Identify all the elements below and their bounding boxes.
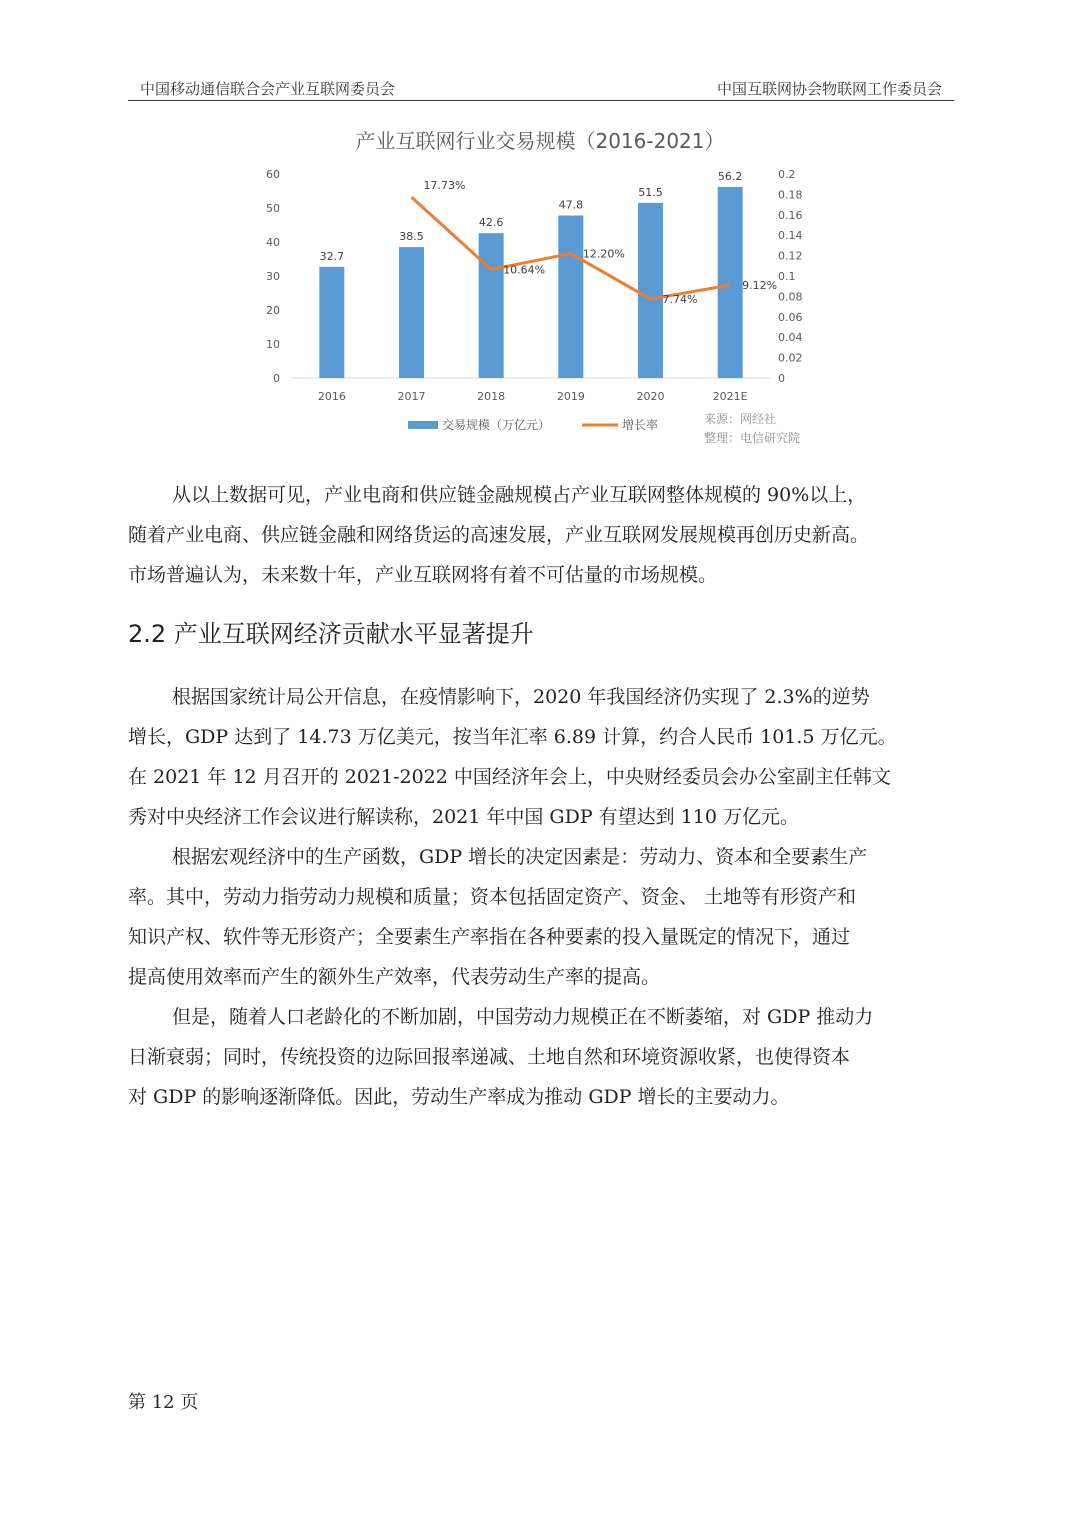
x-tick-label: 2019 bbox=[556, 390, 585, 403]
y-right-tick-label: 0.04 bbox=[778, 331, 803, 345]
bar bbox=[399, 247, 424, 378]
line-data-label: 17.73% bbox=[423, 179, 466, 193]
bar-data-label: 38.5 bbox=[399, 230, 424, 244]
chart-source-line: 整理：电信研究院 bbox=[704, 431, 801, 445]
text-line: 随着产业电商、供应链金融和网络货运的高速发展，产业互联网发展规模再创历史新高。 bbox=[128, 524, 870, 546]
text-line: 率。其中，劳动力指劳动力规模和质量；资本包括固定资产、资金、 土地等有形资产和 bbox=[128, 886, 857, 908]
y-left-tick-label: 50 bbox=[266, 202, 280, 215]
y-left-tick-label: 60 bbox=[266, 168, 280, 181]
text-line: 对 GDP 的影响逐渐降低。因此，劳动生产率成为推动 GDP 增长的主要动力。 bbox=[128, 1086, 790, 1108]
legend-bar-swatch bbox=[408, 421, 438, 429]
text-line: 知识产权、软件等无形资产；全要素生产率指在各种要素的投入量既定的情况下，通过 bbox=[128, 926, 851, 948]
y-right-tick-label: 0.14 bbox=[778, 229, 803, 243]
header-right-org: 中国互联网协会物联网工作委员会 bbox=[716, 80, 942, 98]
chart-source-line: 来源：网经社 bbox=[704, 412, 777, 426]
y-right-tick-label: 0.16 bbox=[778, 208, 803, 222]
legend-bar-label: 交易规模（万亿元） bbox=[442, 418, 551, 432]
text-line: 提高使用效率而产生的额外生产效率，代表劳动生产率的提高。 bbox=[128, 966, 661, 988]
y-left-tick-label: 20 bbox=[266, 304, 280, 317]
x-tick-label: 2020 bbox=[636, 390, 665, 403]
y-left-tick-label: 30 bbox=[266, 270, 280, 283]
text-line: 日渐衰弱；同时，传统投资的边际回报率递减、土地自然和环境资源收紧，也使得资本 bbox=[128, 1046, 851, 1068]
y-right-tick-label: 0.06 bbox=[778, 310, 803, 324]
text-line: 增长，GDP 达到了 14.73 万亿美元，按当年汇率 6.89 计算，约合人民币 101.5 万亿元。 bbox=[128, 726, 897, 748]
header-left-org: 中国移动通信联合会产业互联网委员会 bbox=[140, 80, 396, 98]
line-data-label: 9.12% bbox=[742, 278, 778, 292]
bar bbox=[479, 233, 504, 378]
line-data-label: 12.20% bbox=[582, 247, 625, 261]
text-line: 在 2021 年 12 月召开的 2021-2022 中国经济年会上，中央财经委员会办公室副主任韩文 bbox=[128, 766, 891, 788]
paragraph-3 bbox=[128, 837, 954, 997]
page-header bbox=[128, 76, 954, 101]
line-data-label: 7.74% bbox=[662, 293, 698, 307]
trade-scale-chart bbox=[240, 118, 840, 458]
bar-data-label: 47.8 bbox=[558, 198, 584, 212]
bar-data-label: 51.5 bbox=[638, 185, 663, 199]
bar bbox=[638, 203, 663, 378]
text-line: 市场普遍认为，未来数十年，产业互联网将有着不可估量的市场规模。 bbox=[128, 564, 718, 586]
y-right-tick-label: 0.2 bbox=[778, 168, 796, 181]
y-right-tick-label: 0.08 bbox=[778, 290, 803, 304]
bar bbox=[319, 267, 344, 378]
text-line: 根据宏观经济中的生产函数，GDP 增长的决定因素是：劳动力、资本和全要素生产 bbox=[172, 846, 868, 868]
x-tick-label: 2018 bbox=[477, 390, 506, 403]
y-left-tick-label: 0 bbox=[273, 372, 280, 385]
y-right-tick-label: 0.1 bbox=[778, 270, 796, 283]
text-line: 从以上数据可见，产业电商和供应链金融规模占产业互联网整体规模的 90%以上， bbox=[172, 484, 867, 506]
bar-data-label: 32.7 bbox=[319, 249, 345, 263]
text-line: 但是，随着人口老龄化的不断加剧，中国劳动力规模正在不断萎缩，对 GDP 推动力 bbox=[172, 1006, 874, 1028]
y-right-tick-label: 0 bbox=[778, 372, 785, 385]
legend-line-label: 增长率 bbox=[622, 418, 659, 432]
y-right-tick-label: 0.02 bbox=[778, 351, 803, 365]
chart-container bbox=[240, 118, 840, 458]
paragraph-1 bbox=[128, 475, 954, 595]
x-tick-label: 2017 bbox=[397, 390, 426, 403]
bar bbox=[558, 215, 583, 378]
paragraph-2 bbox=[128, 677, 954, 837]
text-line: 秀对中央经济工作会议进行解读称，2021 年中国 GDP 有望达到 110 万亿元。 bbox=[128, 806, 800, 828]
line-data-label: 10.64% bbox=[503, 263, 546, 277]
text-line: 根据国家统计局公开信息，在疫情影响下，2020 年我国经济仍实现了 2.3%的逆势 bbox=[172, 686, 870, 708]
bar bbox=[718, 187, 743, 378]
y-right-tick-label: 0.12 bbox=[778, 249, 803, 263]
bar-data-label: 56.2 bbox=[717, 169, 743, 183]
section-heading: 2.2 产业互联网经济贡献水平显著提升 bbox=[128, 620, 534, 648]
y-left-tick-label: 10 bbox=[266, 338, 280, 351]
y-left-tick-label: 40 bbox=[266, 236, 280, 249]
chart-title: 产业互联网行业交易规模（2016-2021） bbox=[355, 129, 725, 153]
paragraph-4 bbox=[128, 997, 954, 1117]
x-tick-label: 2021E bbox=[712, 390, 748, 403]
x-tick-label: 2016 bbox=[317, 390, 346, 403]
bar-data-label: 42.6 bbox=[478, 216, 504, 230]
page-number: 第 12 页 bbox=[128, 1392, 199, 1413]
y-right-tick-label: 0.18 bbox=[778, 188, 803, 202]
